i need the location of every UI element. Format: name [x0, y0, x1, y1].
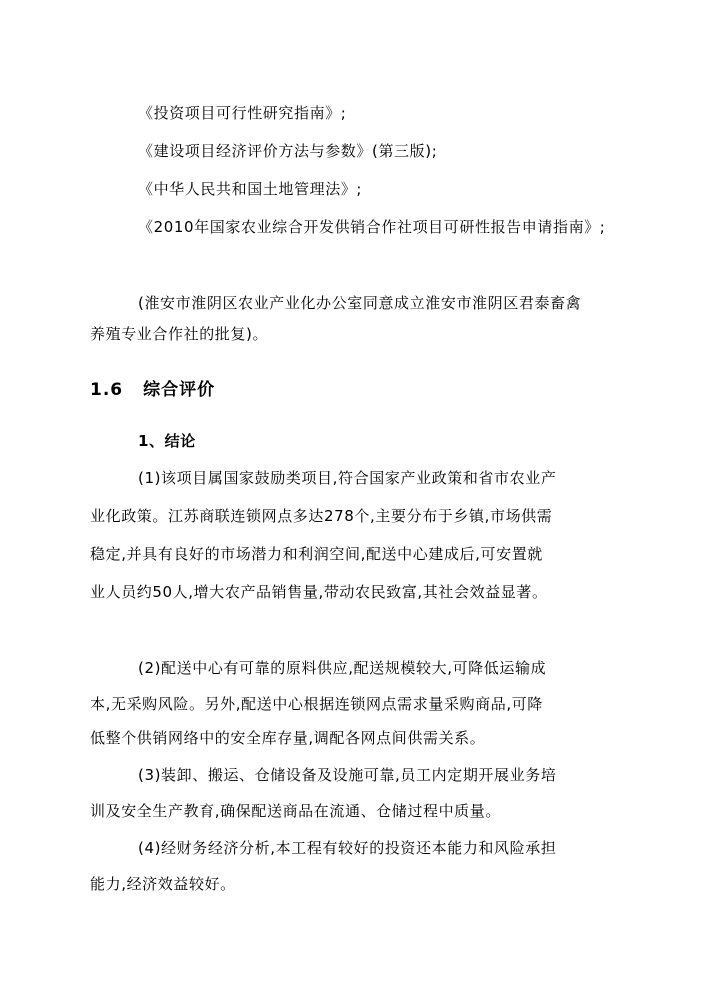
paragraph-line: 能力,经济效益较好。 — [90, 875, 236, 893]
paragraph-line: (4)经财务经济分析,本工程有较好的投资还本能力和风险承担 — [138, 839, 557, 857]
reference-item: 《2010年国家农业综合开发供销合作社项目可研性报告申请指南》; — [138, 218, 606, 236]
approval-line: (淮安市淮阴区农业产业化办公室同意成立淮安市淮阴区君泰畜禽 — [138, 294, 582, 312]
paragraph-line: 业化政策。江苏商联连锁网点多达278个,主要分布于乡镇,市场供需 — [90, 507, 553, 525]
reference-item: 《中华人民共和国土地管理法》; — [138, 180, 363, 198]
paragraph-line: (2)配送中心有可靠的原料供应,配送规模较大,可降低运输成 — [138, 659, 547, 677]
paragraph-line: 本,无采购风险。另外,配送中心根据连锁网点需求量采购商品,可降 — [90, 695, 543, 713]
paragraph-line: 训及安全生产教育,确保配送商品在流通、仓储过程中质量。 — [90, 802, 501, 820]
paragraph-line: 稳定,并具有良好的市场潜力和利润空间,配送中心建成后,可安置就 — [90, 545, 543, 563]
paragraph-line: 低整个供销网络中的安全库存量,调配各网点间供需关系。 — [90, 729, 486, 747]
section-number: 1.6 — [90, 380, 124, 400]
subsection-heading: 1、结论 — [138, 432, 196, 450]
section-title: 综合评价 — [143, 380, 216, 400]
paragraph-line: (1)该项目属国家鼓励类项目,符合国家产业政策和省市农业产 — [138, 469, 557, 487]
reference-item: 《建设项目经济评价方法与参数》(第三版); — [138, 142, 438, 160]
approval-line: 养殖专业合作社的批复)。 — [90, 325, 269, 343]
reference-item: 《投资项目可行性研究指南》; — [138, 104, 347, 122]
section-heading — [90, 380, 215, 400]
paragraph-line: (3)装卸、搬运、仓储设备及设施可靠,员工内定期开展业务培 — [138, 766, 557, 784]
paragraph-line: 业人员约50人,增大农产品销售量,带动农民致富,其社会效益显著。 — [90, 583, 548, 601]
